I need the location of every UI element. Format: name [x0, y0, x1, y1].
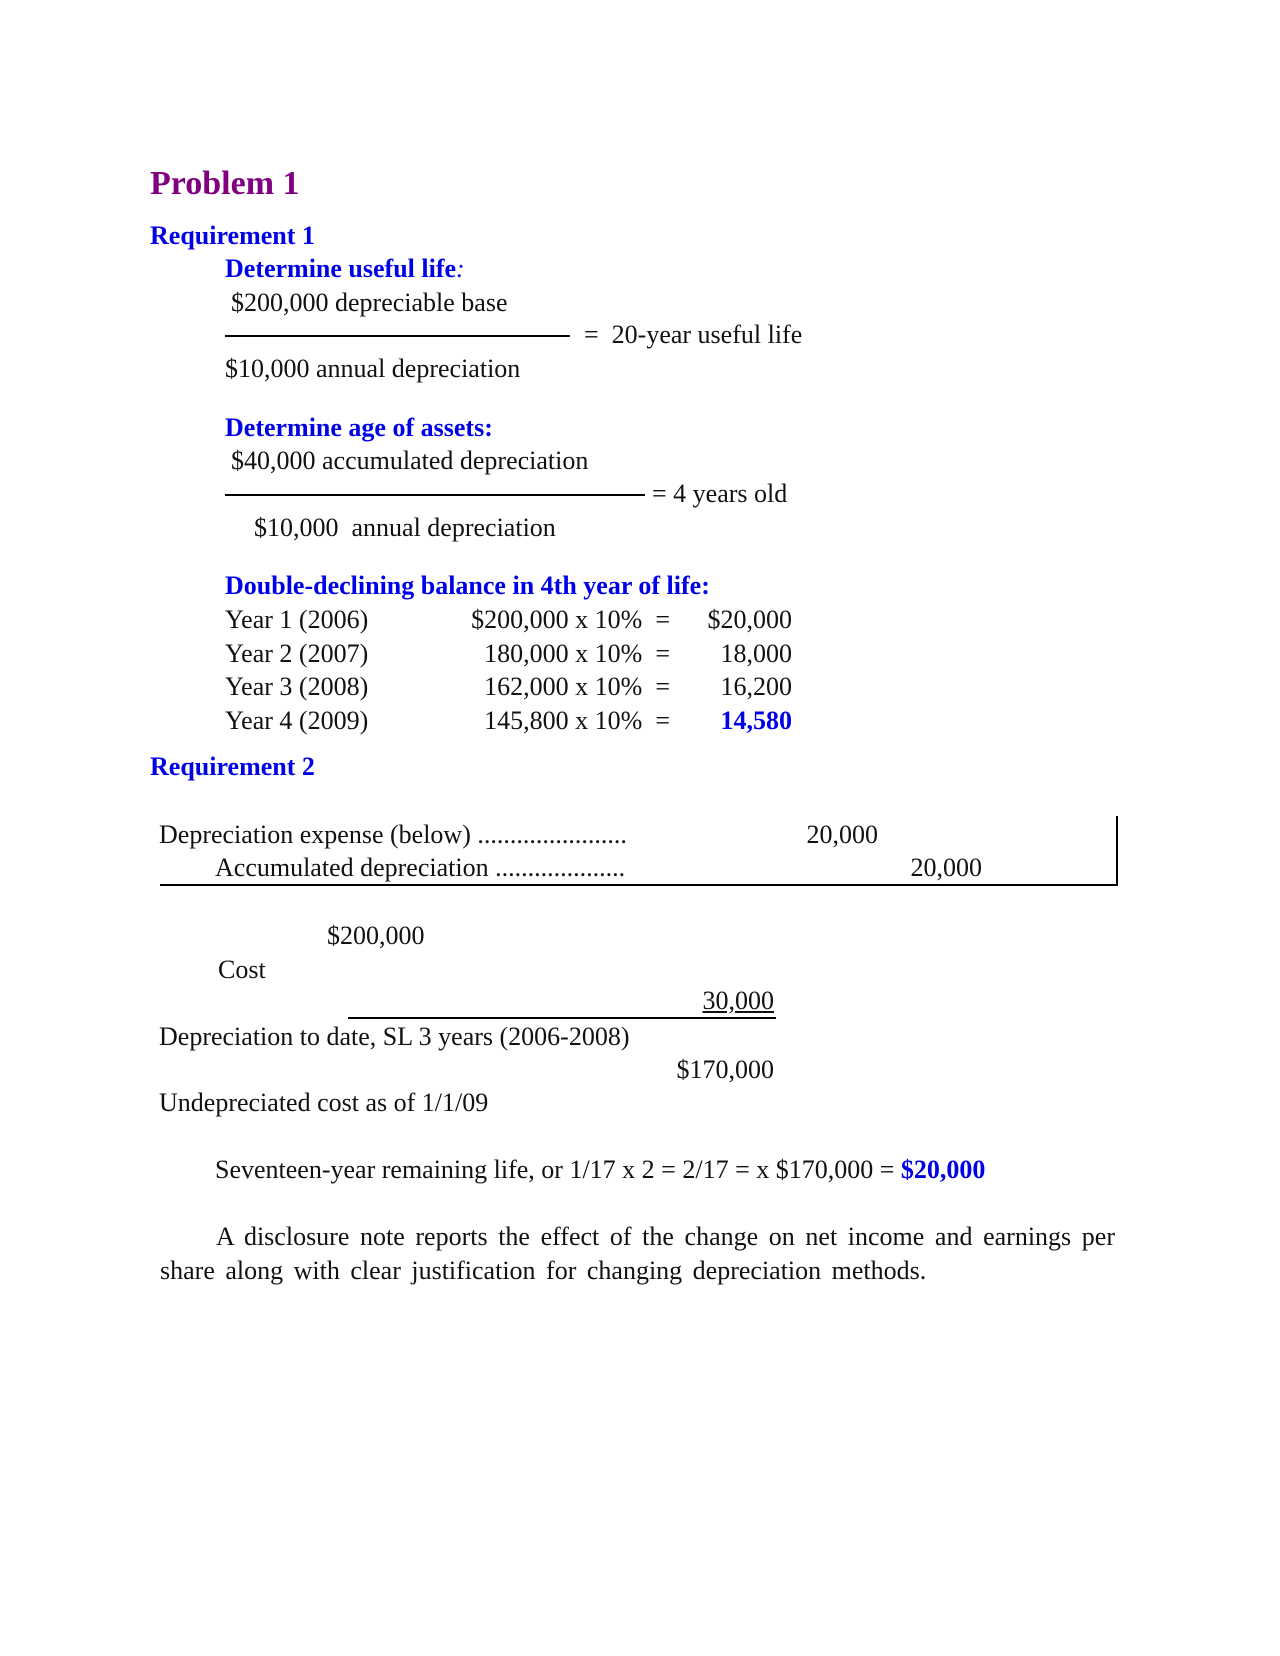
requirement-2-heading: Requirement 2 [150, 752, 315, 781]
ddb-result-highlight: 14,580 [720, 706, 792, 735]
ddb-year: Year 4 (2009) [225, 706, 369, 735]
age-heading: Determine age of assets: [225, 413, 493, 442]
cost-amount: $200,000 [327, 921, 425, 950]
ddb-result: 18,000 [720, 639, 792, 668]
depreciation-to-date-amount: 30,000 [702, 986, 774, 1015]
age-numerator: $40,000 accumulated depreciation [231, 446, 589, 475]
ddb-year: Year 3 (2008) [225, 672, 369, 701]
journal-debit-amount: 20,000 [806, 820, 878, 849]
problem-title: Problem 1 [150, 165, 300, 202]
useful-life-numerator: $200,000 depreciable base [231, 288, 508, 317]
ddb-heading: Double-declining balance in 4th year of life: [225, 571, 710, 600]
journal-credit-account: Accumulated depreciation .................... [215, 853, 626, 882]
remaining-life-result: $20,000 [900, 1155, 986, 1184]
requirement-1-heading: Requirement 1 [150, 221, 315, 250]
ddb-result: $20,000 [707, 605, 792, 634]
age-fraction-bar [225, 494, 645, 496]
ddb-result: 16,200 [720, 672, 792, 701]
journal-credit-amount: 20,000 [910, 853, 982, 882]
disclosure-paragraph: A disclosure note reports the effect of the change on net income and earnings per share along with clear justification for changing depreciation methods. [160, 1222, 1115, 1285]
age-result: = 4 years old [652, 479, 788, 508]
remaining-life-text: Seventeen-year remaining life, or 1/17 x 2 = 2/17 = x $170,000 = [215, 1155, 901, 1184]
undepreciated-cost-amount: $170,000 [676, 1055, 774, 1084]
remaining-life-line [215, 1155, 985, 1185]
ddb-year: Year 1 (2006) [225, 605, 369, 634]
useful-life-heading [225, 254, 465, 284]
journal-right-rule [1116, 816, 1118, 886]
undepreciated-cost-label: Undepreciated cost as of 1/1/09 [159, 1088, 489, 1117]
journal-bottom-rule [160, 884, 1118, 886]
ddb-calc: 145,800 x 10% = [484, 706, 670, 735]
age-denominator: $10,000 annual depreciation [254, 513, 556, 542]
ddb-calc: $200,000 x 10% = [471, 605, 670, 634]
useful-life-heading-colon: : [456, 254, 465, 283]
journal-debit-account: Depreciation expense (below) ....................... [159, 820, 627, 849]
ddb-calc: 162,000 x 10% = [484, 672, 670, 701]
depreciation-to-date-label: Depreciation to date, SL 3 years (2006-2008) [159, 1022, 630, 1051]
useful-life-denominator: $10,000 annual depreciation [225, 354, 521, 383]
ddb-year: Year 2 (2007) [225, 639, 369, 668]
useful-life-heading-text: Determine useful life [225, 254, 457, 283]
schedule-rule [348, 1017, 776, 1019]
useful-life-result: = 20-year useful life [584, 320, 803, 349]
useful-life-fraction-bar [225, 335, 570, 337]
cost-label: Cost [218, 955, 266, 984]
ddb-calc: 180,000 x 10% = [484, 639, 670, 668]
